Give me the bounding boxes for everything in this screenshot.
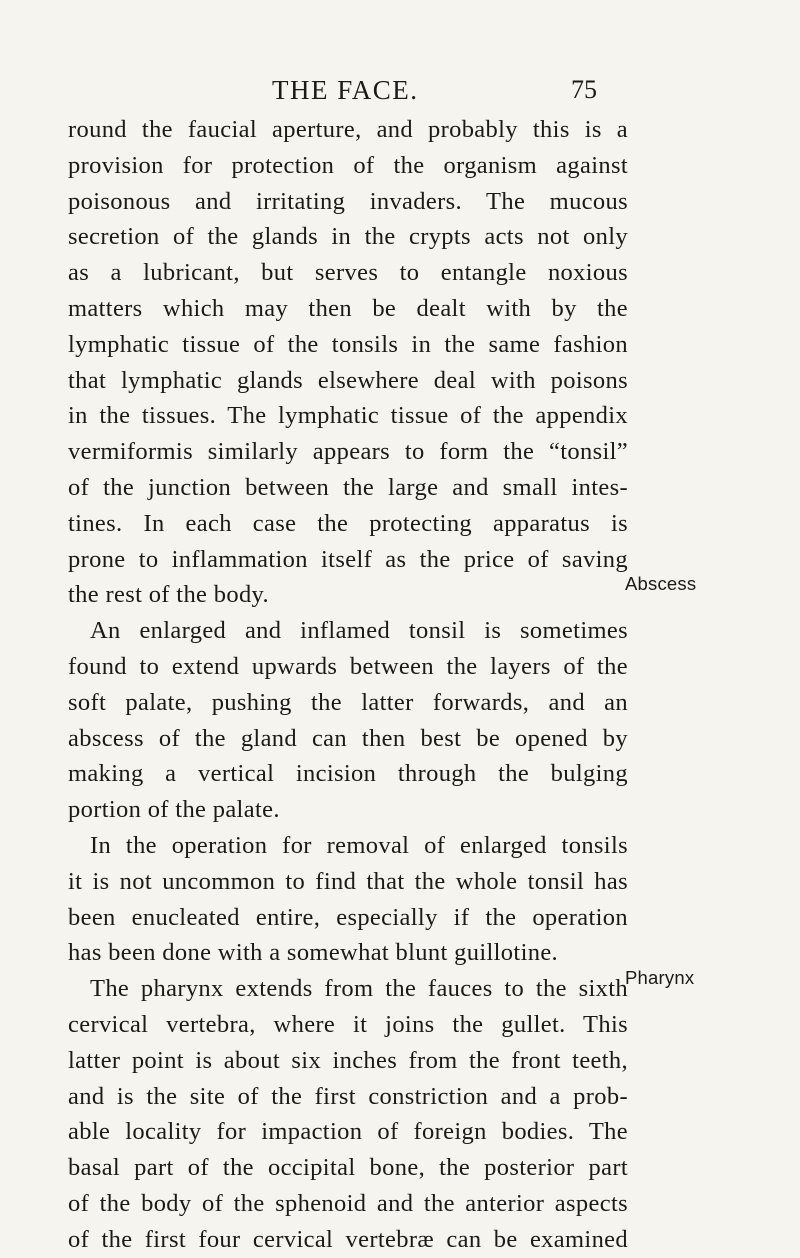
text-line: prone to inflammation itself as the price of saving — [68, 545, 628, 573]
text-line: lymphatic tissue of the tonsils in the same fashion — [68, 330, 628, 358]
margin-note-pharynx: Pharynx — [625, 967, 695, 988]
text-line: as a lubricant, but serves to entangle noxious — [68, 259, 628, 287]
text-line: In the operation for removal of enlarged tonsils — [90, 831, 628, 859]
text-line: making a vertical incision through the bulging — [68, 760, 628, 788]
text-line: and is the site of the first constriction and a prob- — [68, 1082, 628, 1110]
margin-note-abscess: Abscess — [625, 573, 697, 594]
text-line: been enucleated entire, especially if the operation — [68, 903, 628, 931]
text-line: provision for protection of the organism against — [68, 151, 628, 179]
text-line: The pharynx extends from the fauces to the sixth — [90, 975, 628, 1003]
text-line: matters which may then be dealt with by the — [68, 294, 628, 322]
text-line: in the tissues. The lymphatic tissue of the appendix — [68, 402, 628, 430]
text-line: basal part of the occipital bone, the posterior part — [68, 1154, 628, 1182]
text-line: An enlarged and inflamed tonsil is sometimes — [90, 617, 628, 645]
text-line: poisonous and irritating invaders. The mucous — [68, 187, 628, 215]
text-line: that lymphatic glands elsewhere deal with poisons — [68, 366, 628, 394]
text-line: cervical vertebra, where it joins the gullet. This — [68, 1010, 628, 1038]
text-line: able locality for impaction of foreign bodies. The — [68, 1118, 628, 1146]
text-line: round the faucial aperture, and probably this is a — [68, 116, 628, 143]
text-line: the rest of the body. — [68, 581, 270, 609]
text-line: secretion of the glands in the crypts acts not only — [68, 223, 628, 251]
text-line: of the first four cervical vertebræ can be examined — [68, 1225, 628, 1253]
text-line: vermiformis similarly appears to form the “tonsil” — [68, 438, 628, 466]
text-line: it is not uncommon to find that the whole tonsil has — [68, 867, 628, 895]
text-line: has been done with a somewhat blunt guillotine. — [68, 939, 559, 967]
text-line: soft palate, pushing the latter forwards, and an — [68, 688, 628, 716]
text-line: latter point is about six inches from the front teeth, — [68, 1046, 628, 1074]
text-line: of the junction between the large and small intes- — [68, 473, 628, 501]
text-line: found to extend upwards between the layers of the — [68, 652, 628, 680]
page-header-title: THE FACE. — [272, 75, 419, 105]
text-line: of the body of the sphenoid and the anterior aspects — [68, 1189, 628, 1217]
text-line: portion of the palate. — [68, 796, 280, 824]
running-head — [0, 70, 800, 110]
body-text — [68, 112, 628, 1258]
text-line: tines. In each case the protecting apparatus is — [68, 509, 628, 537]
text-line: abscess of the gland can then best be opened by — [68, 724, 628, 752]
page-number: 75 — [571, 75, 597, 104]
